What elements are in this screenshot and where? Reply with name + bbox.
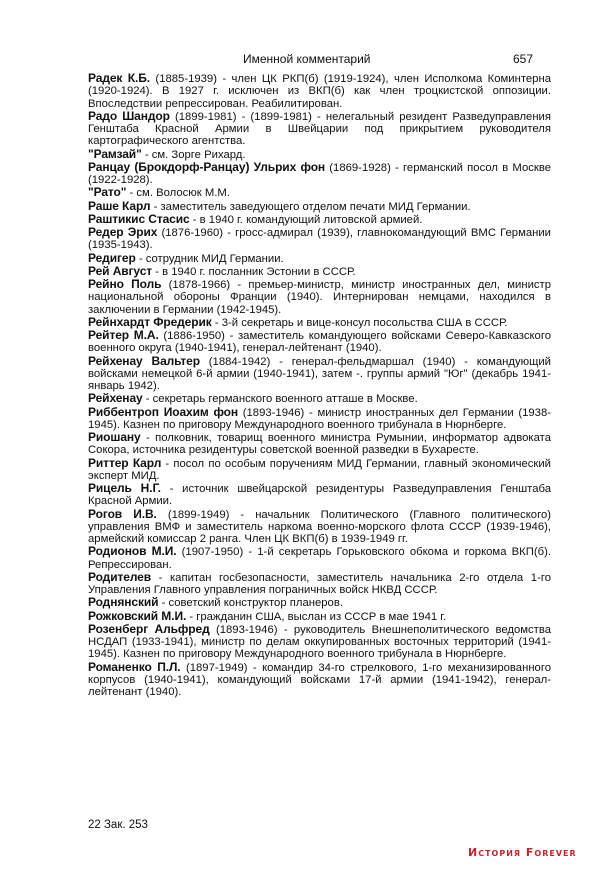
entry-name: Рей Август [88,263,153,278]
running-title: Именной комментарий [243,52,371,66]
entry-description: - 3-й секретарь и вице-консул посольства США в СССР. [211,316,508,329]
index-entry [88,148,551,161]
index-entry [88,431,551,457]
entry-name: Розенберг Альфред [88,621,210,636]
entry-description: - в 1940 г. посланник Эстонии в СССР. [152,265,356,278]
entry-description: - секретарь германского военного атташе в Москве. [142,393,418,406]
entry-name: Роднянский [88,595,159,610]
index-entry [88,508,551,546]
entry-name: Раштикис Стасис [88,211,190,226]
entry-name: Рейнхардт Фредерик [88,314,212,329]
index-entry [88,545,551,571]
entry-name: Редер Эрих [88,225,158,239]
index-entry [88,226,551,252]
entry-description: (1893-1946) - руководитель Внешнеполитического ведомства НСДАП (1933-1941), министр по делам оккупированных восточных территорий (1941-1945). Казнен по приговору Международного военного трибунала в Нюрнберге. [88,623,552,661]
index-entry [88,213,551,226]
entry-description: - сотрудник МИД Германии. [135,252,284,265]
entry-name: Риббентроп Иоахим фон [88,404,239,419]
index-entry [88,623,551,661]
running-header [0,52,600,70]
entry-description: - капитан госбезопасности, заместитель начальника 2-го отдела 1-го Управления Главного управления пограничных войск НКВД СССР. [88,571,551,596]
entry-name: Рейхенау Вальтер [88,353,200,368]
index-entry [88,355,551,393]
entry-description: (1869-1928) - германский посол в Москве (1922-1928). [88,161,551,186]
entry-name: "Рато" [88,185,127,200]
entry-description: (1907-1950) - 1-й секретарь Горьковского обкома и горкома ВКП(б). Репрессирован. [88,546,551,571]
entry-description: - источник швейцарской резидентуры Разведуправления Генштаба Красной Армии. [88,483,551,508]
entry-description: - советский конструктор планеров. [158,597,343,610]
entry-description: (1899-1981) - (1899-1981) - нелегальный резидент Разведуправления Генштаба Красной Армии в Швейцарии под прикрытием руководителя картографического агентства. [88,110,551,148]
entry-description: (1899-1949) - начальник Политического (Главного политического) управления ВМФ и заместитель наркома военно-морского флота СССР (1939-1946), армейский комиссар 2 ранга. Член ЦК ВКП(б) в 1939-1949 гг. [88,508,551,545]
index-entry [88,457,551,483]
entry-description: - посол по особым поручениям МИД Германии, главный экономический эксперт МИД. [88,457,551,482]
watermark-logo: История Forever [468,846,577,859]
entry-name: Рожковский М.И. [88,608,187,623]
entry-description: (1885-1939) - член ЦК РКП(б) (1919-1924), член Исполкома Коминтерна (1920-1924). В 1927 г. исключен из ВКП(б) как член троцкистской оппозиции. Впоследствии репрессирован. Реабилитирован. [88,73,551,110]
entry-description: - гражданин США, выслан из СССР в мае 1941 г. [186,610,447,623]
entry-description: - полковник, товарищ военного министра Румынии, информатор адвоката Сокора, источника резидентуры советской военной разведки в Бухаресте. [88,432,551,457]
entry-name: Родионов М.И. [88,544,177,559]
entry-description: (1893-1946) - министр иностранных дел Германии (1938-1945). Казнен по приговору Международного военного трибунала в Нюрнберге. [88,406,551,431]
entry-name: Радек К.Б. [88,71,151,85]
index-entry [88,610,551,623]
index-entry [88,329,551,355]
index-entry [88,110,551,148]
entry-description: (1884-1942) - генерал-фельдмаршал (1940) - командующий войсками немецкой 6-й армии (1940-1941), затем -. группы армий "Юг" (декабрь 1941-январь 1942). [88,355,551,392]
entry-name: Редигер [88,250,136,265]
entry-name: Ранцау (Брокдорф-Ранцау) Ульрих фон [88,159,326,174]
entry-description: (1876-1960) - гросс-адмирал (1939), главнокомандующий ВМС Германии (1935-1943). [88,227,551,252]
entry-name: Рейно Поль [88,277,162,291]
entry-name: Риттер Карл [88,455,162,470]
entry-description: (1897-1949) - командир 34-го стрелкового, 1-го механизированного корпусов (1940-1941), командующий войсками 17-й армии (1941-1942), генерал-лейтенант (1940). [88,661,551,698]
index-entry [88,482,551,508]
index-entry [88,252,551,265]
index-entry [88,186,551,199]
entry-description: (1886-1950) - заместитель командующего войсками Северо-Кавказского военного округа (1940-1941), генерал-лейтенант (1940). [88,330,551,355]
entry-name: Радо Шандор [88,108,170,123]
entry-name: Родителев [88,569,152,584]
entry-name: Рейтер М.А. [88,328,159,342]
entry-name: Риошану [88,430,141,444]
entry-name: "Рамзай" [88,146,142,161]
entry-description: (1878-1966) - премьер-министр, министр иностранных дел, министр национальной обороны Франции (1940). Интернирован немцами, находился в заключении в Германии (1942-1945). [88,279,551,316]
entry-name: Рейхенау [88,391,143,406]
name-index-body [88,72,551,698]
index-entry [88,161,551,187]
index-entry [88,661,551,699]
entry-name: Романенко П.Л. [88,659,181,674]
index-entry [88,596,551,609]
entry-name: Рогов И.В. [88,506,157,521]
entry-name: Рицель Н.Г. [88,481,161,495]
entry-description: - см. Волосюк М.М. [126,187,230,200]
index-entry [88,265,551,278]
entry-description: - заместитель заведующего отделом печати МИД Германии. [150,200,471,213]
page-number: 657 [513,52,534,66]
index-entry [88,278,551,316]
index-entry [88,571,551,597]
printer-signature: 22 Зак. 253 [88,819,148,831]
index-entry [88,406,551,432]
entry-name: Раше Карл [88,198,151,213]
index-entry [88,316,551,329]
index-entry [88,392,551,405]
entry-description: - см. Зорге Рихард. [141,148,246,161]
entry-description: - в 1940 г. командующий литовской армией. [189,213,423,226]
index-entry [88,72,551,110]
index-entry [88,200,551,213]
